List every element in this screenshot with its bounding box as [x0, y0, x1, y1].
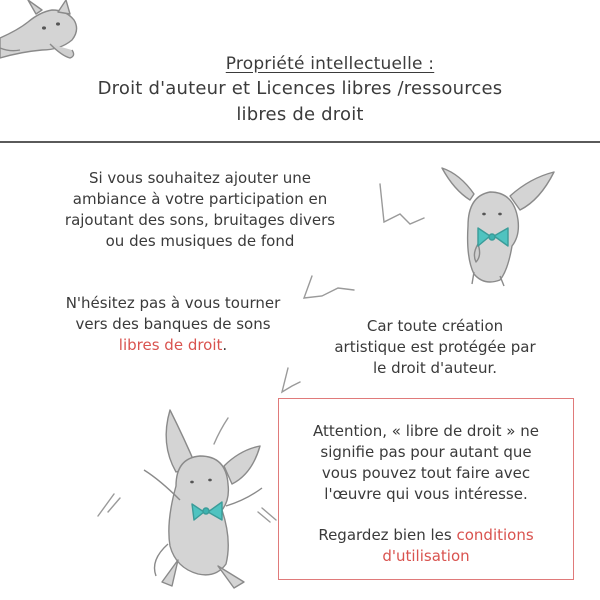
period: . — [222, 336, 228, 354]
warning-line: Attention, « libre de droit » ne — [313, 422, 539, 440]
header-divider — [0, 141, 600, 143]
intro-line: rajoutant des sons, bruitages divers — [64, 211, 336, 229]
conditions-link[interactable]: conditions — [456, 526, 534, 544]
bat-character-dancing-icon — [144, 410, 262, 588]
warning-text — [279, 421, 573, 567]
copyright-line: le droit d'auteur. — [372, 359, 498, 377]
sound-banks-line: vers des banques de sons — [75, 315, 271, 333]
check-line-2 — [279, 546, 573, 567]
bat-character-icon — [0, 0, 77, 58]
sound-banks-paragraph — [18, 293, 328, 356]
warning-line: vous pouvez tout faire avec — [321, 464, 531, 482]
royalty-free-link[interactable]: libres de droit — [118, 336, 223, 354]
page-subtitle-line-2: libres de droit — [236, 104, 364, 125]
warning-line: l'œuvre qui vous intéresse. — [324, 485, 528, 503]
copyright-paragraph — [310, 316, 560, 379]
intro-line: ou des musiques de fond — [105, 232, 295, 250]
warning-box — [278, 398, 574, 580]
usage-link[interactable]: d'utilisation — [382, 547, 470, 565]
warning-line: signifie pas pour autant que — [320, 443, 532, 461]
check-prefix: Regardez bien les — [318, 526, 452, 544]
intro-line: Si vous souhaitez ajouter une — [88, 169, 312, 187]
page-title: Propriété intellectuelle : — [225, 54, 435, 74]
page-header — [0, 52, 600, 128]
spacer — [279, 505, 573, 525]
page-subtitle-line-1: Droit d'auteur et Licences libres /ressources — [97, 78, 503, 99]
intro-paragraph — [40, 168, 360, 252]
check-line — [279, 525, 573, 546]
copyright-line: Car toute création — [366, 317, 504, 335]
copyright-line: artistique est protégée par — [334, 338, 536, 356]
sound-banks-line-3 — [18, 335, 328, 356]
bat-character-bowtie-icon — [442, 168, 554, 286]
sound-banks-line: N'hésitez pas à vous tourner — [65, 294, 281, 312]
intro-line: ambiance à votre participation en — [72, 190, 328, 208]
